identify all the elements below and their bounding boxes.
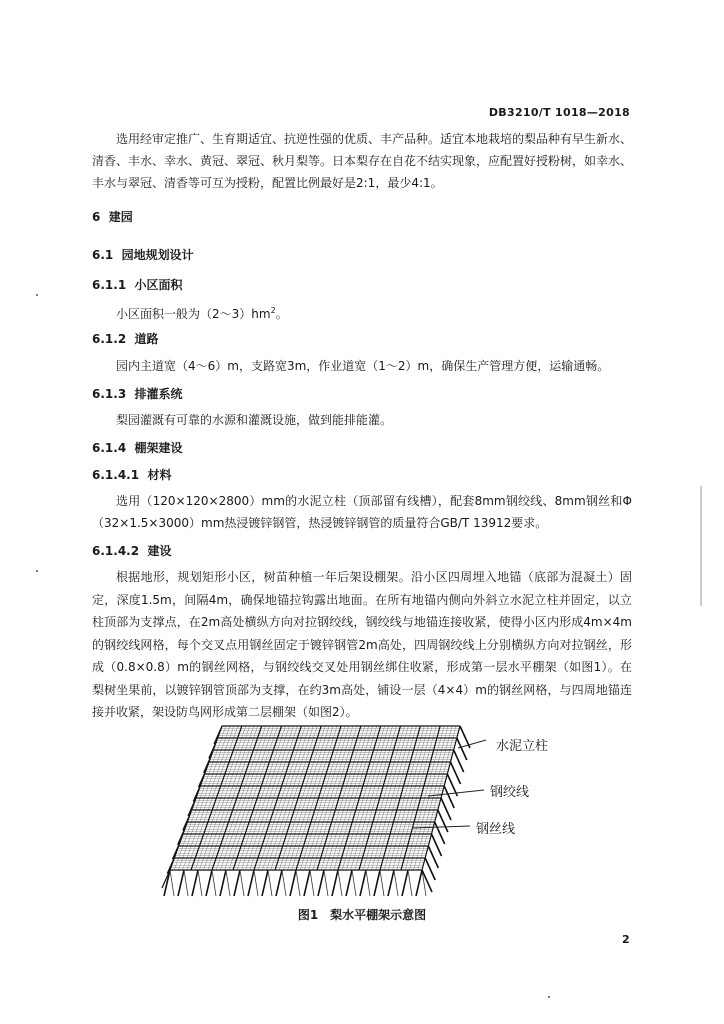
heading-number: 6.1.1 — [92, 278, 127, 292]
trellis-line — [388, 870, 394, 896]
trellis-line — [164, 870, 170, 896]
heading-number: 6.1.4.1 — [92, 468, 140, 482]
heading-title: 材料 — [147, 468, 172, 482]
heading-6-1-3 — [92, 385, 183, 403]
trellis-line — [432, 834, 442, 856]
trellis-line — [248, 870, 254, 896]
trellis-line — [394, 870, 398, 896]
trellis-line — [360, 870, 366, 896]
trellis-line — [206, 870, 212, 896]
section-6-1-1-body: 小区面积一般为$(2\sim 3)hm^2$。 — [116, 306, 288, 321]
section-6-1-4-2-body: 根据地形，规划矩形小区，树苗种植一年后架设棚架。沿小区四周埋入地锚（底部为混凝土）固定，深度1.5m，间隔4m，确保地锚拉钩露出地面。在所有地锚内侧向外斜立水泥立柱并固定，以立柱顶部为支撑点，在2m高处横纵方向对拉钢绞线，钢绞线与地锚连接收紧，使得小区内形成4m×4m的钢绞线网格，每个交叉点用钢丝固定于镀锌钢管2m高处，四周钢绞线上分别横纵方向对拉钢丝，形成（0.8×0.8）m的钢丝网格，与钢绞线交叉处用钢丝绑住收紧，形成第一层水平棚架（如图1）。在梨树坐果前，以镀锌钢管顶部为支撑，在约3m高处，铺设一层（4×4）m的钢丝网格，与四周地锚连接并收紧，架设防鸟网形成第二层棚架（如图2）。 — [92, 570, 632, 719]
figure-label-wire: 钢丝线 — [476, 822, 516, 837]
trellis-line — [170, 870, 174, 896]
intro-paragraph: 选用经审定推广、生育期适宜、抗逆性强的优质、丰产品种。适宜本地栽培的梨品种有早生新水、清香、丰水、幸水、黄冠、翠冠、秋月梨等。日本梨存在自花不结实现象，应配置好授粉树，如幸水、丰水与翠冠、清香等可互为授粉，配置比例最好是2:1，最少4:1。 — [92, 132, 633, 190]
leader-line-pillar — [458, 740, 486, 748]
heading-6-1-4-2 — [92, 542, 171, 560]
trellis-line — [192, 870, 198, 896]
heading-number: 6.1.4 — [92, 441, 127, 455]
heading-number: 6.1 — [92, 248, 114, 262]
scan-dot — [36, 570, 38, 572]
trellis-line — [296, 870, 300, 896]
trellis-line — [198, 769, 206, 787]
heading-title: 棚架建设 — [134, 441, 183, 455]
trellis-line — [276, 870, 282, 896]
figure-label-strand: 钢绞线 — [490, 785, 530, 800]
heading-number: 6.1.3 — [92, 387, 127, 401]
trellis-line — [444, 786, 454, 808]
heading-6-1-2 — [92, 330, 159, 348]
trellis-line — [457, 738, 467, 760]
heading-title: 建园 — [108, 210, 133, 224]
trellis-line — [282, 870, 286, 896]
trellis-line — [188, 798, 196, 816]
trellis-line — [234, 870, 240, 896]
trellis-line — [198, 870, 202, 896]
trellis-line — [435, 822, 445, 844]
trellis-line — [226, 870, 230, 896]
scan-dot — [36, 294, 38, 296]
trellis-line — [408, 870, 412, 896]
trellis-line — [184, 870, 188, 896]
superscript: 2 — [270, 306, 276, 315]
heading-title: 园地规划设计 — [121, 248, 194, 262]
trellis-line — [425, 858, 435, 880]
page-number: 2 — [622, 933, 630, 946]
trellis-line — [254, 870, 258, 896]
heading-title: 小区面积 — [134, 278, 183, 292]
trellis-line — [262, 870, 268, 896]
trellis-line — [178, 870, 184, 896]
heading-6-1-4 — [92, 439, 183, 457]
heading-6-1-1 — [92, 276, 183, 294]
trellis-line — [318, 870, 324, 896]
trellis-line — [240, 870, 244, 896]
trellis-line — [380, 870, 384, 896]
trellis-line — [193, 784, 201, 802]
trellis-line — [212, 870, 216, 896]
trellis-line — [304, 870, 310, 896]
trellis-line — [167, 856, 175, 874]
heading-number: 6 — [92, 210, 101, 224]
trellis-line — [451, 762, 461, 784]
trellis-line — [268, 870, 272, 896]
trellis-line — [416, 870, 422, 896]
trellis-line — [438, 810, 448, 832]
heading-title: 道路 — [134, 332, 159, 346]
heading-number: 6.1.4.2 — [92, 544, 140, 558]
trellis-line — [374, 870, 380, 896]
heading-title: 建设 — [147, 544, 172, 558]
section-6-1-2-body: 园内主道宽（4～6）m，支路宽3m，作业道宽（1～2）m，确保生产管理方便，运输通畅。 — [116, 359, 610, 373]
trellis-line — [366, 870, 370, 896]
trellis-line — [220, 870, 226, 896]
trellis-line — [204, 755, 212, 773]
trellis-line — [346, 870, 352, 896]
scan-edge-mark — [700, 486, 720, 606]
heading-6 — [92, 208, 133, 226]
heading-6-1-4-1 — [92, 466, 171, 484]
trellis-line — [214, 726, 222, 744]
figure-label-pillar: 水泥立柱 — [496, 739, 549, 754]
scan-dot — [548, 996, 550, 998]
trellis-line — [428, 846, 438, 868]
trellis-line — [454, 750, 464, 772]
trellis-line — [441, 798, 451, 820]
trellis-line — [332, 870, 338, 896]
heading-number: 6.1.2 — [92, 332, 127, 346]
trellis-line — [402, 870, 408, 896]
figure-caption: 图1 梨水平棚架示意图 — [297, 908, 427, 922]
trellis-line — [310, 870, 314, 896]
trellis-line — [324, 870, 328, 896]
trellis-line — [352, 870, 356, 896]
heading-title: 排灌系统 — [134, 387, 183, 401]
trellis-line — [290, 870, 296, 896]
heading-6-1 — [92, 246, 194, 264]
section-6-1-3-body: 梨园灌溉有可靠的水源和灌溉设施，做到能排能灌。 — [116, 413, 393, 427]
trellis-line — [338, 870, 342, 896]
section-6-1-4-1-body: 选用（120×120×2800）mm的水泥立柱（顶部留有线槽），配套8mm钢绞线、8mm钢丝和Φ（32×1.5×3000）mm热浸镀锌钢管，热浸镀锌钢管的质量符合GB/T 13912要求。 — [92, 494, 632, 530]
doc-code: DB3210/T 1018—2018 — [488, 106, 630, 119]
